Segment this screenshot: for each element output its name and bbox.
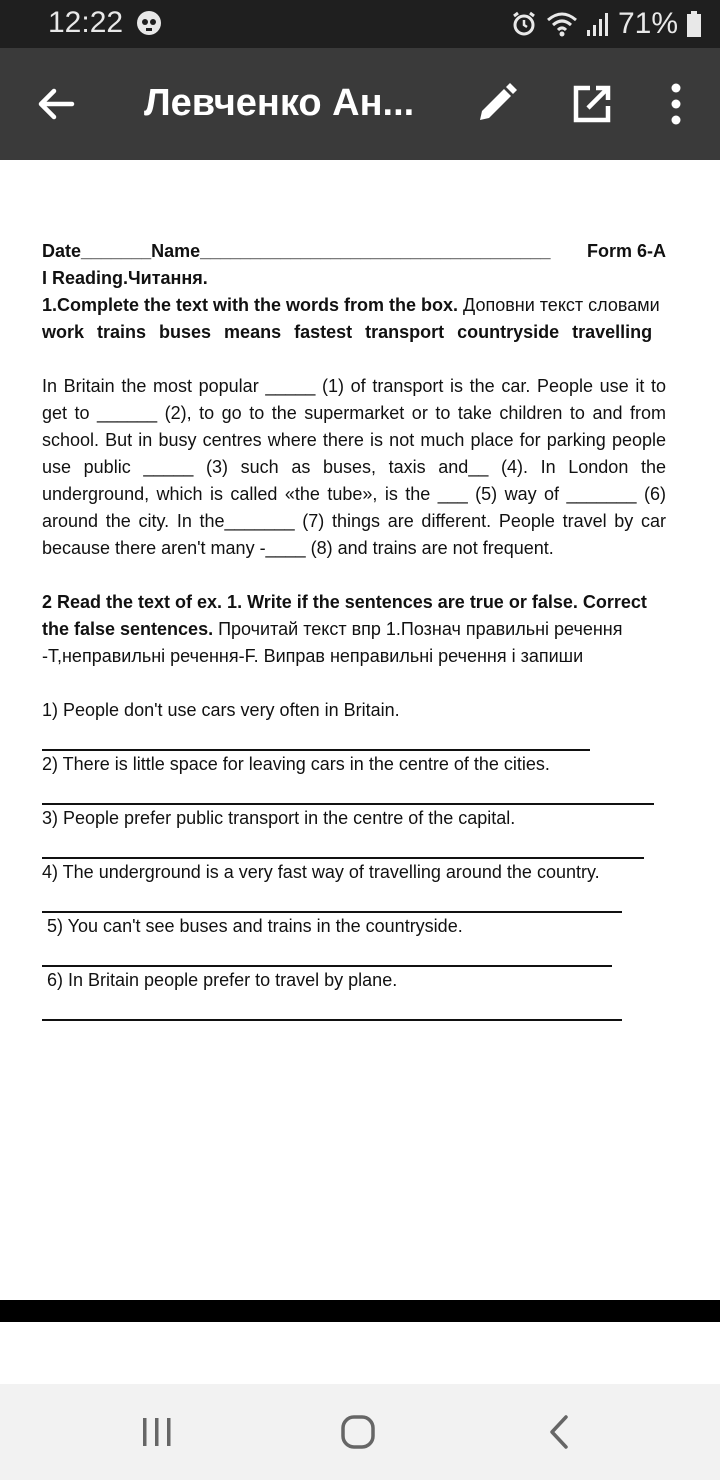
pencil-icon[interactable] xyxy=(474,82,518,126)
spacer xyxy=(42,562,666,589)
answer-line-4 xyxy=(42,886,622,913)
ex2-instruction-ua: Прочитай текст впр 1.Познач правильні речення -Т,неправильні речення-F. Виправ неправильні речення і запиши xyxy=(42,619,623,666)
sentence-5: 5) You can't see buses and trains in the countryside. xyxy=(42,916,463,936)
page-divider xyxy=(0,1300,720,1322)
sentence-6: 6) In Britain people prefer to travel by plane. xyxy=(42,970,398,990)
open-in-new-icon[interactable] xyxy=(570,82,614,126)
wifi-icon xyxy=(546,10,578,38)
app-bar xyxy=(0,48,720,160)
ex1-text: In Britain the most popular _____ (1) of transport is the car. People use it to get to ______ (2), to go to the supermarket or to take children to and from school. But in busy centres where there is not much place for parking people use public _____ (3) such as buses, taxis and__ (4). In London the underground, which is called «the tube», is the ___ (5) way of _______ (6) around the city. In the_______ (7) things are different. People travel by car because there aren't many -____ (8) and trains are not frequent. xyxy=(42,376,666,558)
document-title: Левченко Ан... xyxy=(144,82,415,124)
answer-line-6 xyxy=(42,994,622,1021)
worksheet-header xyxy=(42,238,666,265)
ex1-instruction xyxy=(42,292,666,319)
skull-icon xyxy=(136,10,162,36)
answer-line-3 xyxy=(42,832,644,859)
system-nav-bar xyxy=(0,1384,720,1480)
header-date: Date_______ xyxy=(42,241,152,261)
spacer xyxy=(42,670,666,697)
home-icon[interactable] xyxy=(340,1414,376,1450)
sentence-4: 4) The underground is a very fast way of travelling around the country. xyxy=(42,862,600,882)
section-title: I Reading.Читання. xyxy=(42,268,208,288)
ex1-instruction-en: 1.Complete the text with the words from the box. xyxy=(42,295,459,315)
nav-back-icon[interactable] xyxy=(546,1414,572,1450)
status-bar xyxy=(0,0,720,48)
ex2-instruction-en: 2 Read the text of ex. 1. Write if the sentences are true or false. Correct the false sentences. xyxy=(42,592,647,639)
ex1-instruction-ua: Доповни текст словами xyxy=(458,295,660,315)
header-name: Name___________________________________ xyxy=(151,241,551,261)
ex2-instruction xyxy=(42,589,666,670)
sentence-2: 2) There is little space for leaving cars in the centre of the cities. xyxy=(42,754,550,774)
recents-icon[interactable] xyxy=(140,1416,174,1448)
status-icons xyxy=(510,6,702,42)
alarm-icon xyxy=(510,10,538,38)
answer-line-2 xyxy=(42,778,654,805)
document-content xyxy=(42,238,666,1021)
spacer xyxy=(42,346,666,373)
signal-icon xyxy=(586,10,610,38)
answer-line-5 xyxy=(42,940,612,967)
header-form: Form 6-A xyxy=(586,241,666,261)
document-page[interactable] xyxy=(0,160,720,1300)
answer-line-1 xyxy=(42,724,590,751)
sentence-3: 3) People prefer public transport in the centre of the capital. xyxy=(42,808,516,828)
back-arrow-icon[interactable] xyxy=(34,82,78,126)
battery-icon xyxy=(686,10,702,38)
more-vert-icon[interactable] xyxy=(662,82,690,126)
blank-area xyxy=(0,1322,720,1384)
sentence-1: 1) People don't use cars very often in Britain. xyxy=(42,700,400,720)
word-box: work trains buses means fastest transport countryside travelling xyxy=(42,322,653,342)
battery-percent: 71% xyxy=(617,7,678,40)
status-time: 12:22 xyxy=(48,6,124,39)
